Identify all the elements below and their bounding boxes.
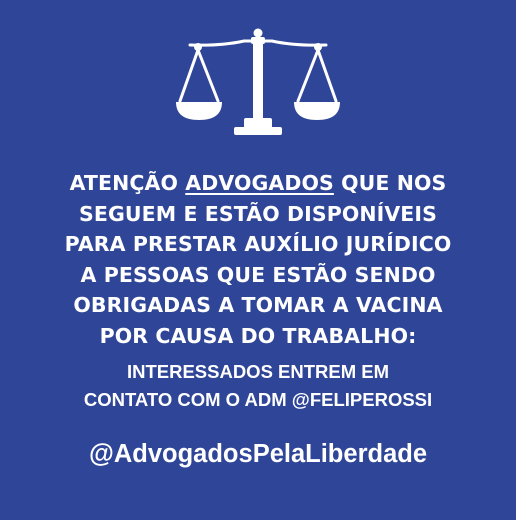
headline-word-advogados: ADVOGADOS: [185, 171, 334, 195]
headline-line-3: PARA PRESTAR AUXÍLIO JURÍDICO: [64, 232, 452, 257]
scales-of-justice-icon: [174, 28, 342, 140]
headline-word-atencao: ATENÇÃO: [69, 171, 179, 195]
contact-line-2: CONTATO COM O ADM @FELIPEROSSI: [83, 389, 433, 410]
account-handle: @AdvogadosPelaLiberdade: [88, 440, 428, 468]
headline-line-6: POR CAUSA DO TRABALHO:: [99, 323, 417, 348]
headline: [0, 168, 516, 352]
headline-line-2: SEGUEM E ESTÃO DISPONÍVEIS: [78, 201, 438, 226]
headline-line-1: [0, 168, 516, 199]
headline-line-5: OBRIGADAS A TOMAR A VACINA: [73, 293, 443, 318]
contact-line-1: INTERESSADOS ENTREM EM: [126, 361, 390, 382]
headline-line-4: A PESSOAS QUE ESTÃO SENDO: [80, 262, 436, 287]
contact-instructions: [0, 358, 516, 414]
headline-word-que-nos: QUE NOS: [341, 171, 447, 195]
